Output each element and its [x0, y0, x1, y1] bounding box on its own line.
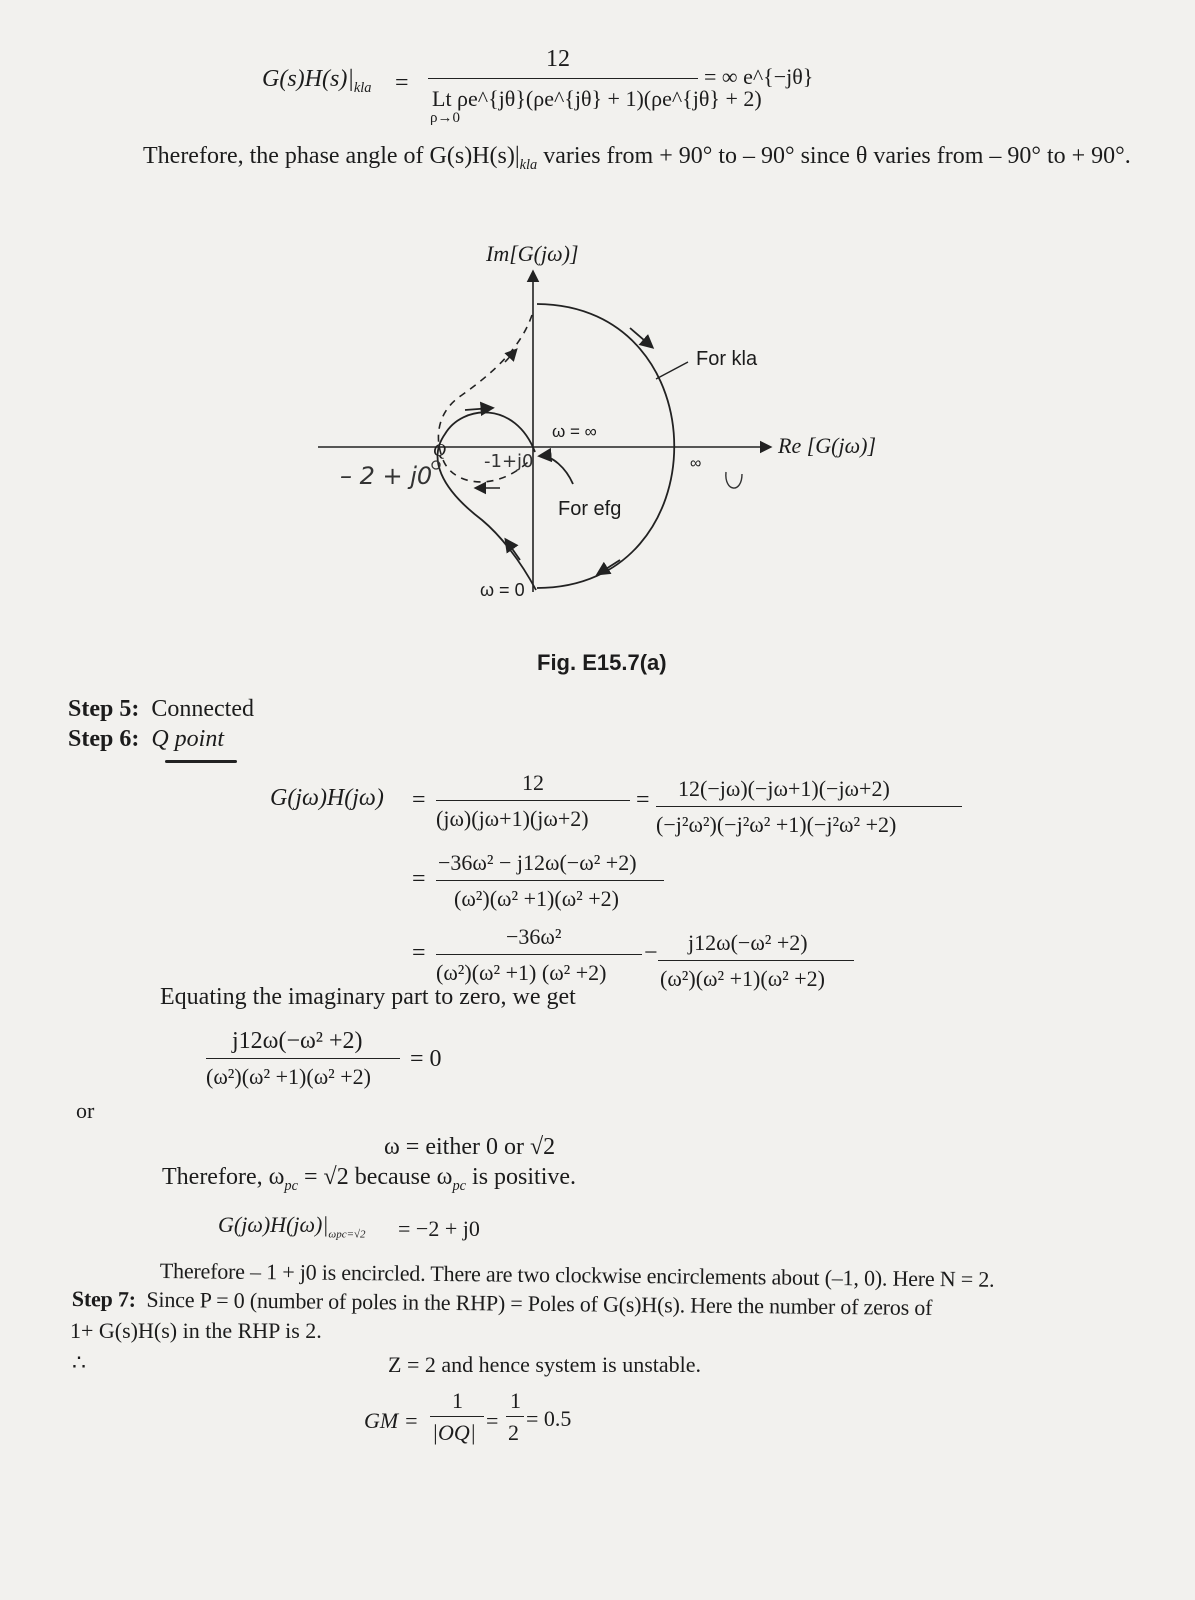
limit-equation-lhs	[262, 66, 372, 97]
freq-lhs: G(jω)H(jω)	[270, 785, 384, 811]
limit-fraction-bar	[428, 78, 698, 79]
efg-arc	[540, 456, 573, 484]
gjw-lhs: G(jω)H(jω)|	[218, 1212, 329, 1237]
gm-result: = 0.5	[526, 1406, 572, 1431]
step7-line1: Therefore – 1 + j0 is encircled. There are two clockwise encirclements about (–1, 0). Here N = 2.	[159, 1258, 995, 1292]
gm-den1: |OQ|	[432, 1420, 476, 1445]
lhs-sub: kla	[353, 79, 372, 96]
freq-eq-1: =	[412, 787, 426, 813]
imag-bar	[206, 1058, 400, 1059]
step6-text: Q point	[151, 726, 225, 752]
real-axis-label: Re [G(jω)]	[778, 433, 877, 458]
step6-label: Step 6:	[68, 726, 140, 752]
kla-arrow-top	[630, 328, 652, 347]
lhs-text: G(s)H(s)|	[262, 66, 354, 92]
locus-arrow-lower	[506, 540, 520, 560]
freq-f5-num: j12ω(−ω² +2)	[688, 930, 808, 955]
step7-line3: 1+ G(s)H(s) in the RHP is 2.	[70, 1318, 322, 1343]
freq-f1-den: (jω)(jω+1)(jω+2)	[436, 806, 589, 831]
omega-pc-line	[162, 1164, 576, 1195]
step7-line2	[72, 1286, 933, 1321]
gm-lhs: GM =	[364, 1408, 419, 1433]
wpc-sub-1: pc	[284, 1177, 298, 1194]
freq-f5-den: (ω²)(ω² +1)(ω² +2)	[660, 966, 825, 991]
kla-arrow-bottom	[598, 560, 620, 574]
step5-label: Step 5:	[68, 696, 140, 722]
or-word: or	[76, 1098, 95, 1123]
freq-f2-bar	[656, 806, 962, 807]
imag-num: j12ω(−ω² +2)	[232, 1028, 363, 1054]
freq-eq-2: =	[636, 787, 650, 813]
freq-f4-bar	[436, 954, 642, 955]
limit-result: = ∞ e^{−jθ}	[704, 64, 814, 89]
step7-line2-text: Since P = 0 (number of poles in the RHP) = Poles of G(s)H(s). Here the number of zeros of	[146, 1286, 933, 1321]
kla-semicircle	[537, 304, 674, 588]
freq-eq-4: =	[412, 940, 426, 966]
freq-f5-bar	[658, 960, 854, 961]
freq-f2-num: 12(−jω)(−jω+1)(−jω+2)	[678, 776, 890, 801]
freq-f3-den: (ω²)(ω² +1)(ω² +2)	[454, 886, 619, 911]
locus-arrow-upper	[465, 408, 492, 410]
for-efg-label: For efg	[558, 498, 622, 520]
step7-label: Step 7:	[71, 1286, 136, 1312]
freq-f1-bar	[436, 800, 630, 801]
omega-infinity-label: ω = ∞	[552, 422, 597, 441]
imag-den: (ω²)(ω² +1)(ω² +2)	[206, 1064, 371, 1089]
gjw-rhs: = −2 + j0	[398, 1216, 480, 1241]
gm-den2: 2	[508, 1420, 519, 1445]
handwritten-minus-one: -1+j0	[484, 451, 534, 472]
imag-axis-label: Im[G(jω)]	[486, 241, 579, 266]
handwritten-minus-two: – 2 + j0	[340, 462, 433, 490]
freq-f3-num: −36ω² − j12ω(−ω² +2)	[438, 850, 637, 875]
figure-caption: Fig. E15.7(a)	[537, 650, 667, 675]
imag-rhs: = 0	[410, 1046, 442, 1072]
handwritten-u-mark	[726, 472, 742, 488]
wpc-text-c: is positive.	[466, 1164, 577, 1190]
imag-intro: Equating the imaginary part to zero, we get	[160, 984, 576, 1010]
phase-sub: kla	[519, 156, 538, 173]
freq-f2-den: (−j²ω²)(−j²ω² +1)(−j²ω² +2)	[656, 812, 897, 837]
wpc-text-a: Therefore, ω	[162, 1164, 285, 1190]
gm-bar1	[430, 1416, 484, 1417]
limit-numerator: 12	[546, 46, 570, 72]
q-label: Q	[433, 440, 446, 460]
handwritten-underline	[165, 760, 237, 763]
phase-text-b: varies from + 90° to – 90° since θ varies from – 90° to + 90°.	[537, 143, 1131, 169]
gjw-evaluated	[218, 1212, 366, 1240]
freq-minus: −	[644, 940, 658, 966]
gm-num1: 1	[452, 1388, 463, 1413]
limit-subscript: ρ→0	[430, 110, 460, 126]
infinity-mark: ∞	[690, 455, 702, 472]
for-kla-label: For kla	[696, 348, 758, 370]
gm-eq: =	[486, 1408, 499, 1433]
omega-zero-label: ω = 0	[480, 580, 525, 600]
step-6	[68, 726, 224, 753]
freq-f4-den: (ω²)(ω² +1) (ω² +2)	[436, 960, 607, 985]
freq-f1-num: 12	[522, 770, 544, 795]
gm-bar2	[506, 1416, 524, 1417]
phase-text-a: Therefore, the phase angle of G(s)H(s)|	[143, 143, 520, 169]
limit-eq-sign: =	[395, 70, 409, 96]
kla-leader	[656, 362, 688, 379]
therefore-symbol: ∴	[72, 1350, 86, 1375]
z-result: Z = 2 and hence system is unstable.	[388, 1352, 702, 1377]
step-5	[68, 696, 254, 723]
freq-f4-num: −36ω²	[506, 924, 562, 949]
gm-num2: 1	[510, 1388, 521, 1413]
limit-denominator: Lt ρe^{jθ}(ρe^{jθ} + 1)(ρe^{jθ} + 2)	[432, 86, 762, 111]
freq-eq-3: =	[412, 866, 426, 892]
omega-solutions: ω = either 0 or √2	[384, 1134, 556, 1160]
wpc-text-b: = √2 because ω	[297, 1164, 453, 1190]
phase-angle-statement	[143, 143, 1131, 174]
step5-text: Connected	[151, 696, 254, 722]
wpc-sub-2: pc	[452, 1177, 467, 1194]
freq-f3-bar	[436, 880, 664, 881]
nyquist-locus	[438, 412, 536, 590]
gjw-sub: ωpc=√2	[328, 1228, 366, 1241]
